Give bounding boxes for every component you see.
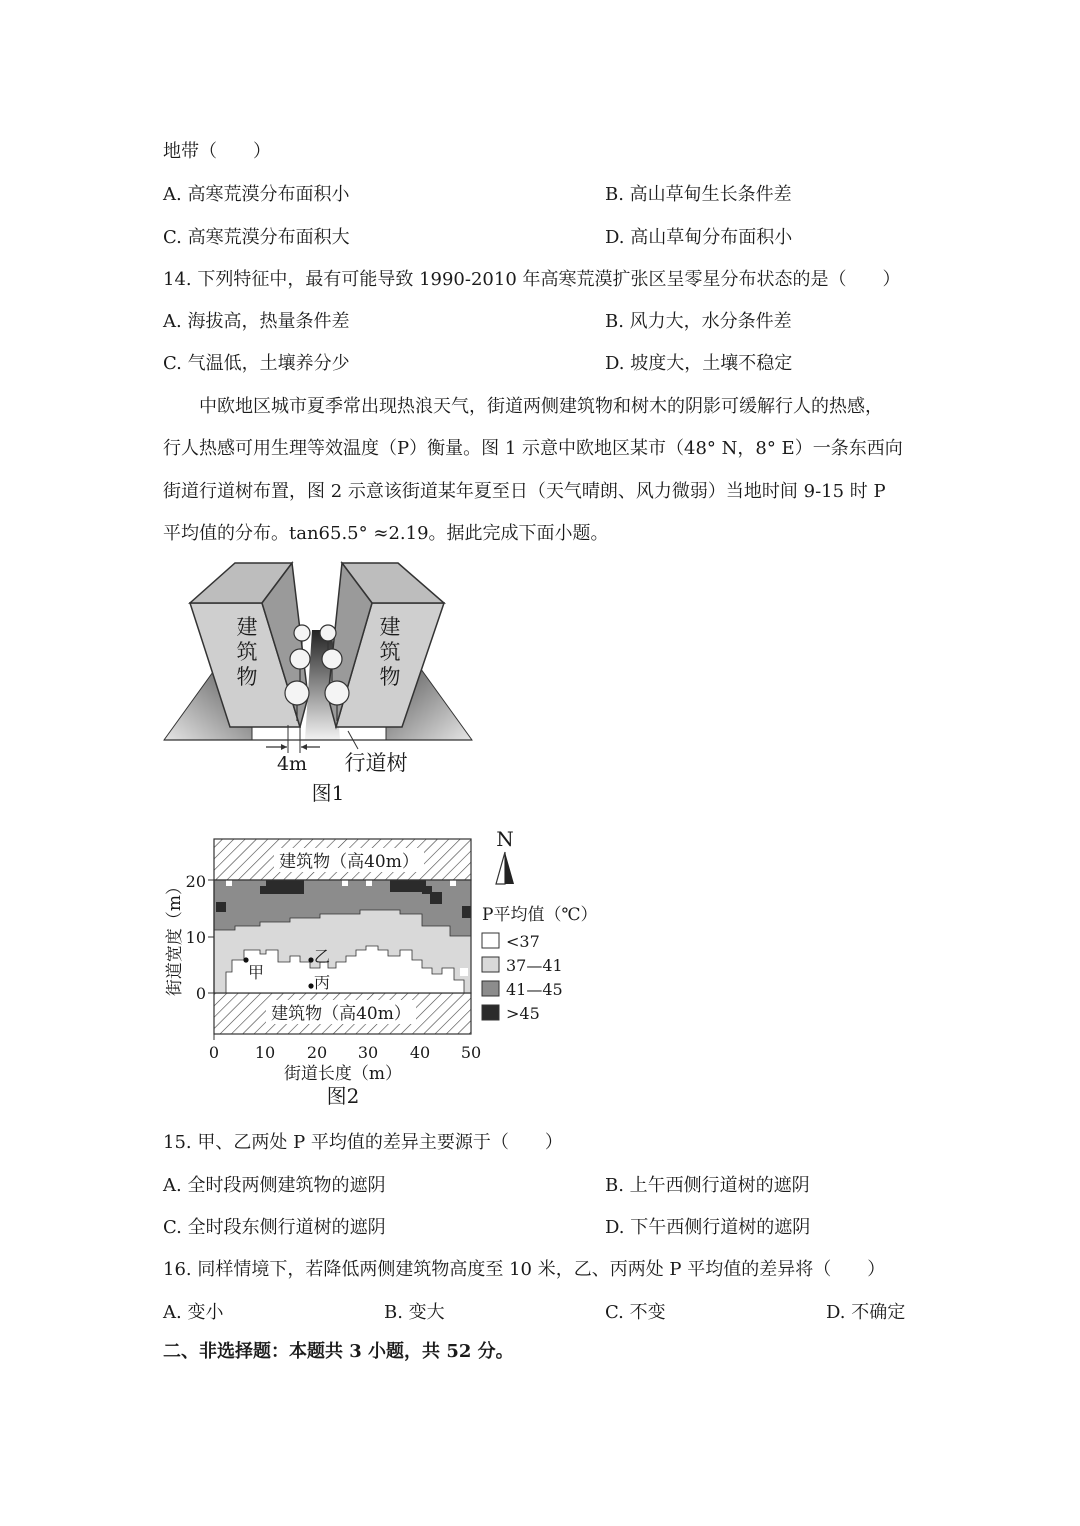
- right-building-label-3: 物: [379, 665, 401, 689]
- q16-option-d: D. 不确定: [826, 1302, 906, 1323]
- q16-stem: 16. 同样情境下，若降低两侧建筑物高度至 10 米，乙、丙两处 P 平均值的差异将（ ）: [163, 1259, 886, 1280]
- q14-option-d: D. 坡度大，土壤不稳定: [605, 353, 793, 374]
- north-label: N: [496, 827, 514, 851]
- right-building-label-1: 建: [379, 615, 401, 639]
- q13-option-b: B. 高山草甸生长条件差: [605, 184, 792, 205]
- y-tick-20: 20: [185, 872, 206, 891]
- q16-option-b: B. 变大: [384, 1302, 445, 1323]
- x-tick-40: 40: [409, 1043, 431, 1062]
- y-tick-10: 10: [185, 928, 206, 947]
- legend-label-1: <37: [506, 932, 540, 951]
- x-tick-30: 30: [357, 1043, 379, 1062]
- q15-stem: 15. 甲、乙两处 P 平均值的差异主要源于（ ）: [163, 1132, 563, 1153]
- legend-label-2: 37—41: [506, 956, 563, 975]
- label-bing: 丙: [314, 973, 331, 992]
- q15-option-c: C. 全时段东侧行道树的遮阴: [163, 1217, 386, 1238]
- y-tick-0: 0: [195, 984, 206, 1003]
- passage-line-4: 平均值的分布。tan65.5° ≈2.19。据此完成下面小题。: [163, 523, 609, 544]
- x-tick-10: 10: [254, 1043, 276, 1062]
- point-yi: [308, 957, 313, 962]
- north-building-label: 建筑物（高40m）: [279, 852, 419, 872]
- q13-option-a: A. 高寒荒漠分布面积小: [163, 184, 350, 205]
- legend-swatch-1: [482, 933, 499, 948]
- point-jia: [243, 957, 248, 962]
- section-2-heading: 二、非选择题：本题共 3 小题，共 52 分。: [163, 1341, 514, 1362]
- q16-option-c: C. 不变: [605, 1302, 666, 1323]
- q15-option-b: B. 上午西侧行道树的遮阴: [605, 1175, 810, 1196]
- q13-option-c: C. 高寒荒漠分布面积大: [163, 227, 350, 248]
- x-axis-label: 街道长度（m）: [283, 1064, 403, 1084]
- legend-swatch-2: [482, 957, 499, 972]
- legend-title: P平均值（℃）: [482, 905, 598, 925]
- figure-2-p-value-map: [160, 822, 610, 1112]
- x-tick-0: 0: [208, 1043, 220, 1062]
- right-building-label-2: 筑: [379, 640, 401, 664]
- label-jia: 甲: [248, 963, 265, 982]
- left-building-label-1: 建: [236, 615, 258, 639]
- q16-option-a: A. 变小: [163, 1302, 224, 1323]
- label-yi: 乙: [314, 947, 331, 966]
- q13-stem-tail: 地带（ ）: [163, 141, 271, 162]
- figure-1-caption: 图1: [311, 781, 345, 805]
- q13-option-d: D. 高山草甸分布面积小: [605, 227, 793, 248]
- north-arrow-icon: [496, 852, 505, 884]
- passage-line-3: 街道行道树布置，图 2 示意该街道某年夏至日（天气晴朗、风力微弱）当地时间 9-15 时 P: [163, 481, 886, 502]
- legend-swatch-4: [482, 1005, 499, 1020]
- x-tick-20: 20: [306, 1043, 328, 1062]
- q15-option-a: A. 全时段两侧建筑物的遮阴: [163, 1175, 386, 1196]
- legend-swatch-3: [482, 981, 499, 996]
- figure-1-street-diagram: [160, 555, 480, 810]
- q14-option-a: A. 海拔高，热量条件差: [163, 311, 350, 332]
- q14-option-b: B. 风力大，水分条件差: [605, 311, 792, 332]
- y-axis-label: 街道宽度（m）: [165, 877, 185, 997]
- point-bing: [308, 983, 313, 988]
- q14-stem: 14. 下列特征中，最有可能导致 1990-2010 年高寒荒漠扩张区呈零星分布状态的是（ ）: [163, 269, 901, 290]
- legend-label-4: >45: [506, 1004, 540, 1023]
- left-building-label-3: 物: [236, 665, 258, 689]
- tree-label: 行道树: [344, 751, 408, 775]
- south-building-label: 建筑物（高40m）: [271, 1004, 411, 1024]
- x-tick-50: 50: [460, 1043, 482, 1062]
- passage-line-1: 中欧地区城市夏季常出现热浪天气，街道两侧建筑物和树木的阴影可缓解行人的热感，: [163, 396, 883, 417]
- figure-2-caption: 图2: [326, 1084, 360, 1108]
- q14-option-c: C. 气温低，土壤养分少: [163, 353, 350, 374]
- q15-option-d: D. 下午西侧行道树的遮阴: [605, 1217, 811, 1238]
- legend-label-3: 41—45: [506, 980, 563, 999]
- passage-line-2: 行人热感可用生理等效温度（P）衡量。图 1 示意中欧地区某市（48° N，8° E）一条东西向: [163, 438, 903, 459]
- left-building-label-2: 筑: [236, 640, 258, 664]
- width-label: 4m: [276, 753, 308, 775]
